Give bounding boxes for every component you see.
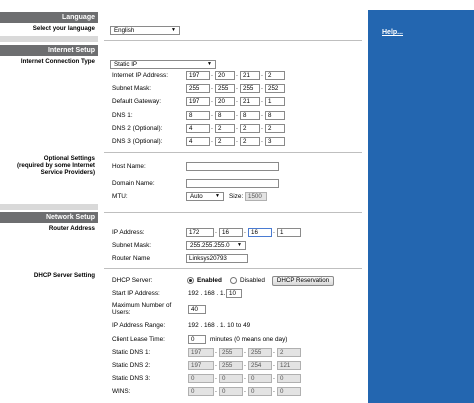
dns3-octet-3[interactable]: 2 <box>240 137 260 146</box>
dot-separator: . <box>261 111 263 118</box>
dns1-octet-1[interactable]: 8 <box>186 111 210 120</box>
dot-separator: . <box>244 348 246 355</box>
dot-separator: . <box>261 124 263 131</box>
router-ip-octet-4[interactable]: 1 <box>277 228 301 237</box>
help-panel <box>368 10 474 403</box>
dot-separator: . <box>215 387 217 394</box>
dot-separator: . <box>236 71 238 78</box>
subnet-mask-octet-2[interactable]: 255 <box>215 84 235 93</box>
optional-settings-label-3: Service Providers) <box>40 169 95 176</box>
lease-time-hint: minutes (0 means one day) <box>210 336 288 343</box>
router-subnet-mask-select[interactable] <box>186 241 246 250</box>
dhcp-disabled-radio[interactable] <box>230 277 237 284</box>
optional-settings-label-2: (required by some Internet <box>16 162 95 169</box>
dns3-label: DNS 3 (Optional): <box>112 138 163 145</box>
static-dns2-octet-2[interactable]: 255 <box>219 361 243 370</box>
dropdown-arrow-icon: ▼ <box>237 242 242 248</box>
dropdown-arrow-icon: ▼ <box>215 193 220 199</box>
dot-separator: . <box>261 97 263 104</box>
dns1-octet-3[interactable]: 8 <box>240 111 260 120</box>
static-dns3-octet-1[interactable]: 0 <box>188 374 214 383</box>
dns3-octet-4[interactable]: 3 <box>265 137 285 146</box>
gateway-octet-4[interactable]: 1 <box>265 97 285 106</box>
divider <box>104 152 362 153</box>
internet-ip-octet-2[interactable]: 20 <box>215 71 235 80</box>
network-setup-header: Network Setup <box>0 212 98 223</box>
dot-separator: . <box>211 97 213 104</box>
router-name-input[interactable]: Linksys20793 <box>186 254 248 263</box>
static-dns1-octet-2[interactable]: 255 <box>219 348 243 357</box>
dropdown-arrow-icon: ▼ <box>171 27 176 33</box>
dot-separator: . <box>211 137 213 144</box>
static-dns2-label: Static DNS 2: <box>112 362 151 369</box>
internet-connection-type-label: Internet Connection Type <box>20 58 95 65</box>
max-users-label-2: Users: <box>112 309 131 316</box>
dot-separator: . <box>273 387 275 394</box>
router-ip-label: IP Address: <box>112 229 145 236</box>
dns1-label: DNS 1: <box>112 112 133 119</box>
router-subnet-mask-label: Subnet Mask: <box>112 242 152 249</box>
dropdown-arrow-icon: ▼ <box>207 61 212 67</box>
internet-ip-octet-3[interactable]: 21 <box>240 71 260 80</box>
dot-separator: . <box>215 374 217 381</box>
dhcp-server-label: DHCP Server: <box>112 277 153 284</box>
divider <box>0 204 98 210</box>
dhcp-enabled-radio[interactable] <box>187 277 194 284</box>
dns1-octet-2[interactable]: 8 <box>215 111 235 120</box>
ip-range-label: IP Address Range: <box>112 322 166 329</box>
router-subnet-mask-selected: 255.255.255.0 <box>190 242 230 249</box>
wins-octet-4[interactable]: 0 <box>277 387 301 396</box>
dns3-octet-1[interactable]: 4 <box>186 137 210 146</box>
static-dns3-octet-4[interactable]: 0 <box>277 374 301 383</box>
dns2-octet-2[interactable]: 2 <box>215 124 235 133</box>
dhcp-disabled-label: Disabled <box>240 277 265 284</box>
static-dns1-octet-4[interactable]: 2 <box>277 348 301 357</box>
divider <box>104 212 362 213</box>
dot-separator: . <box>273 348 275 355</box>
dot-separator: . <box>211 84 213 91</box>
connection-type-selected: Static IP <box>114 61 138 68</box>
select-language-label: Select your language <box>32 25 95 32</box>
dot-separator: . <box>244 374 246 381</box>
dot-separator: . <box>244 361 246 368</box>
help-link[interactable]: Help... <box>382 29 404 36</box>
max-users-input[interactable]: 40 <box>188 305 206 314</box>
dot-separator: . <box>244 387 246 394</box>
internet-ip-octet-4[interactable]: 2 <box>265 71 285 80</box>
subnet-mask-label: Subnet Mask: <box>112 85 152 92</box>
dot-separator: . <box>273 228 275 235</box>
static-dns1-octet-1[interactable]: 197 <box>188 348 214 357</box>
default-gateway-label: Default Gateway: <box>112 98 162 105</box>
router-ip-octet-1[interactable]: 172 <box>186 228 214 237</box>
router-address-label: Router Address <box>48 225 95 232</box>
internet-ip-label: Internet IP Address: <box>112 72 169 79</box>
dot-separator: . <box>236 124 238 131</box>
dns3-octet-2[interactable]: 2 <box>215 137 235 146</box>
dot-separator: . <box>273 361 275 368</box>
domain-name-input[interactable] <box>186 179 279 188</box>
wins-octet-1[interactable]: 0 <box>188 387 214 396</box>
gateway-octet-3[interactable]: 21 <box>240 97 260 106</box>
divider <box>104 268 362 269</box>
divider <box>0 36 98 42</box>
dns2-octet-1[interactable]: 4 <box>186 124 210 133</box>
dot-separator: . <box>211 111 213 118</box>
dhcp-reservation-button[interactable]: DHCP Reservation <box>272 276 334 286</box>
host-name-input[interactable] <box>186 162 279 171</box>
start-ip-label: Start IP Address: <box>112 290 160 297</box>
lease-time-input[interactable]: 0 <box>188 335 206 344</box>
dot-separator: . <box>261 84 263 91</box>
dns2-label: DNS 2 (Optional): <box>112 125 163 132</box>
dns2-octet-4[interactable]: 2 <box>265 124 285 133</box>
router-name-label: Router Name <box>112 255 151 262</box>
settings-content <box>104 0 362 403</box>
size-label: Size: <box>229 193 244 200</box>
left-column <box>0 0 98 403</box>
language-selected: English <box>114 27 135 34</box>
static-dns2-octet-4[interactable]: 121 <box>277 361 301 370</box>
domain-name-label: Domain Name: <box>112 180 155 187</box>
dns2-octet-3[interactable]: 2 <box>240 124 260 133</box>
internet-ip-octet-1[interactable]: 197 <box>186 71 210 80</box>
gateway-octet-1[interactable]: 197 <box>186 97 210 106</box>
subnet-mask-octet-1[interactable]: 255 <box>186 84 210 93</box>
host-name-label: Host Name: <box>112 163 146 170</box>
static-dns1-octet-3[interactable]: 255 <box>248 348 272 357</box>
optional-settings-label: Optional Settings <box>43 155 95 162</box>
dot-separator: . <box>211 71 213 78</box>
wins-octet-3[interactable]: 0 <box>248 387 272 396</box>
wins-label: WINS: <box>112 388 131 395</box>
dot-separator: . <box>244 228 246 235</box>
dot-separator: . <box>261 137 263 144</box>
start-ip-prefix: 192 . 168 . 1. <box>188 290 226 297</box>
dhcp-server-setting-label: DHCP Server Setting <box>33 272 95 279</box>
dot-separator: . <box>261 71 263 78</box>
mtu-size-input[interactable]: 1500 <box>245 192 267 201</box>
dot-separator: . <box>215 228 217 235</box>
dot-separator: . <box>215 361 217 368</box>
dhcp-enabled-label: Enabled <box>197 277 222 284</box>
divider <box>104 40 362 41</box>
ip-range-value: 192 . 168 . 1. 10 to 49 <box>188 322 251 329</box>
connection-type-select[interactable] <box>110 60 216 69</box>
mtu-label: MTU: <box>112 193 128 200</box>
router-ip-octet-3[interactable]: 16 <box>248 228 272 237</box>
dot-separator: . <box>273 374 275 381</box>
wins-octet-2[interactable]: 0 <box>219 387 243 396</box>
router-ip-octet-2[interactable]: 16 <box>219 228 243 237</box>
subnet-mask-octet-3[interactable]: 255 <box>240 84 260 93</box>
internet-setup-header: Internet Setup <box>0 45 98 56</box>
mtu-select[interactable] <box>186 192 224 201</box>
dot-separator: . <box>236 97 238 104</box>
dot-separator: . <box>236 137 238 144</box>
dot-separator: . <box>215 348 217 355</box>
max-users-label: Maximum Number of <box>112 302 172 309</box>
static-dns2-octet-3[interactable]: 254 <box>248 361 272 370</box>
dot-separator: . <box>211 124 213 131</box>
language-header: Language <box>0 12 98 23</box>
language-select[interactable] <box>110 26 180 35</box>
static-dns3-label: Static DNS 3: <box>112 375 151 382</box>
static-dns3-octet-3[interactable]: 0 <box>248 374 272 383</box>
static-dns3-octet-2[interactable]: 0 <box>219 374 243 383</box>
start-ip-last-octet[interactable]: 10 <box>226 289 242 298</box>
static-dns2-octet-1[interactable]: 197 <box>188 361 214 370</box>
static-dns1-label: Static DNS 1: <box>112 349 151 356</box>
subnet-mask-octet-4[interactable]: 252 <box>265 84 285 93</box>
dot-separator: . <box>236 84 238 91</box>
gateway-octet-2[interactable]: 20 <box>215 97 235 106</box>
dns1-octet-4[interactable]: 8 <box>265 111 285 120</box>
dot-separator: . <box>236 111 238 118</box>
mtu-selected: Auto <box>190 193 203 200</box>
lease-time-label: Client Lease Time: <box>112 336 165 343</box>
